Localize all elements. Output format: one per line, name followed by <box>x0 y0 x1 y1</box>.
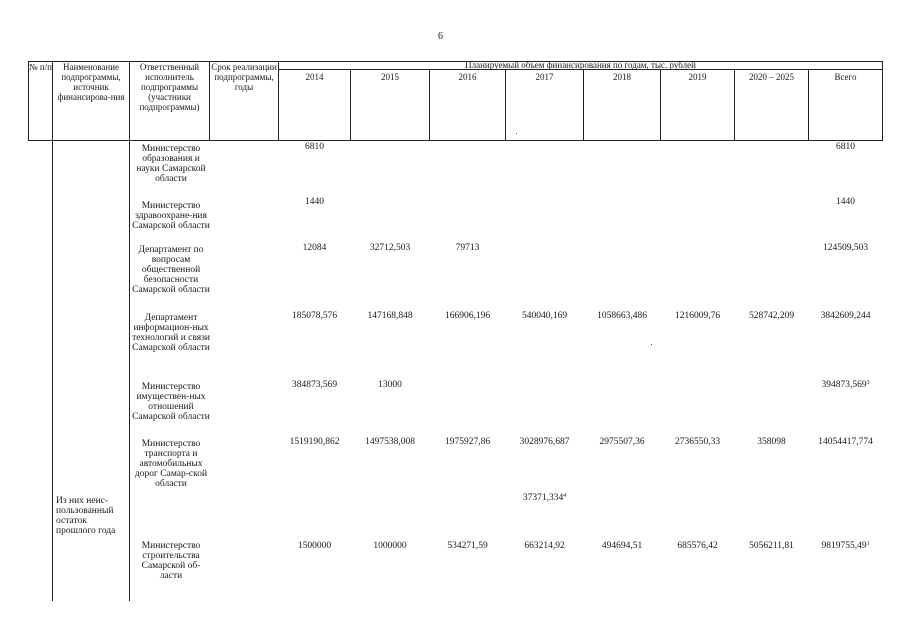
row-value-2015: 1497538,008 <box>365 437 415 447</box>
header-year-2019: 2019 <box>688 72 707 82</box>
row-value-2014: 384873,569 <box>291 380 338 390</box>
row-value-2014: 185078,576 <box>291 311 338 321</box>
header-year-2017: 2017 <box>535 72 554 82</box>
row-value-2020-2025: 528742,209 <box>748 311 795 321</box>
header-year-2014: 2014 <box>305 72 324 82</box>
footnote-mark: 1 <box>866 541 870 547</box>
row-value-2019: 2736550,33 <box>674 437 721 447</box>
row-agency-property: Министерство имуществен-ных отношений Самарской области <box>132 382 210 422</box>
row-value-2019: 1216009,76 <box>674 311 721 321</box>
row-value-2017: 3028976,687 <box>519 437 570 447</box>
row-value-2020-2025: 5056211,81 <box>749 541 794 551</box>
row-value-2016: 79713 <box>455 243 480 253</box>
row-value-2014: 6810 <box>305 142 324 152</box>
row-value-2015: 1000000 <box>373 541 407 551</box>
header-executor: Ответственный исполнитель подпрограммы (участники подпрограммы) <box>139 62 200 112</box>
row-value-total: 1440 <box>836 197 855 207</box>
row-value-2018: 1058663,486 <box>597 311 647 321</box>
header-name: Наименование подпрограммы, источник финансирова-ния <box>57 62 125 102</box>
footnote-mark: 3 <box>866 380 870 386</box>
header-planned: Планируемый объем финансирования по годам, тыс. рублей <box>465 60 696 70</box>
row-agency-education: Министерство образования и науки Самарской области <box>136 144 206 184</box>
row-value-2015: 13000 <box>378 380 402 390</box>
row-value-2019: 685576,42 <box>677 541 718 551</box>
row-agency-it-communications: Департамент информацион-ных технологий и связи Самарской области <box>132 313 210 353</box>
row-value-2016: 166906,196 <box>444 311 491 321</box>
header-total: Всего <box>834 72 857 82</box>
row-agency-health: Министерство здравоохране-ния Самарской области <box>132 201 210 231</box>
row-value-2014: 1440 <box>305 197 324 207</box>
row-value-2014: 1500000 <box>297 541 332 551</box>
row-value-2018: 494694,51 <box>601 541 643 551</box>
row-value-2016: 1975927,86 <box>444 437 491 447</box>
row-value-total: 394873,569$^3$ <box>821 380 870 390</box>
row-value-2015: 32712,503 <box>369 243 411 253</box>
row-value-2017: 37371,334$^4$ <box>522 493 567 503</box>
row-value-total: 3842609,244 <box>820 311 871 321</box>
row-agency-transport: Министерство транспорта и автомобильных дорог Самар-ской области <box>134 439 208 489</box>
row-value-2015: 147168,848 <box>367 311 413 321</box>
row-value-2014: 1519190,862 <box>289 437 340 447</box>
row-value-2017: 663214,92 <box>524 541 565 551</box>
page-number: 6 <box>438 31 443 42</box>
row-value-2018: 2975507,36 <box>599 437 645 447</box>
row-value-2020-2025: 358098 <box>757 437 786 447</box>
header-year-2015: 2015 <box>381 72 399 82</box>
row-value-2016: 534271,59 <box>447 541 488 551</box>
row-value-total: 124509,503 <box>822 243 869 253</box>
header-year-2016: 2016 <box>458 72 477 82</box>
header-year-2020-2025: 2020 – 2025 <box>749 72 794 82</box>
row-value-total: 6810 <box>836 142 855 152</box>
footnote-mark: 4 <box>563 493 567 499</box>
row-agency-public-safety: Департамент по вопросам общественной безопасности Самарской области <box>132 245 210 295</box>
header-num: № п/п <box>29 62 52 72</box>
row-agency-construction: Министерство строительства Самарской об-ласти <box>141 541 201 581</box>
row-value-2014: 12084 <box>302 243 327 253</box>
row-value-total: 14054417,774 <box>818 437 873 447</box>
header-year-2018: 2018 <box>613 72 631 82</box>
row-value-total: 9819755,49$^1$ <box>821 541 870 551</box>
row-value-2017: 540040,169 <box>521 311 568 321</box>
row-note-unused-balance: Из них неис-пользованный остаток прошлого года <box>56 496 116 536</box>
header-period: Срок реализации подпрограммы, годы <box>211 62 277 92</box>
